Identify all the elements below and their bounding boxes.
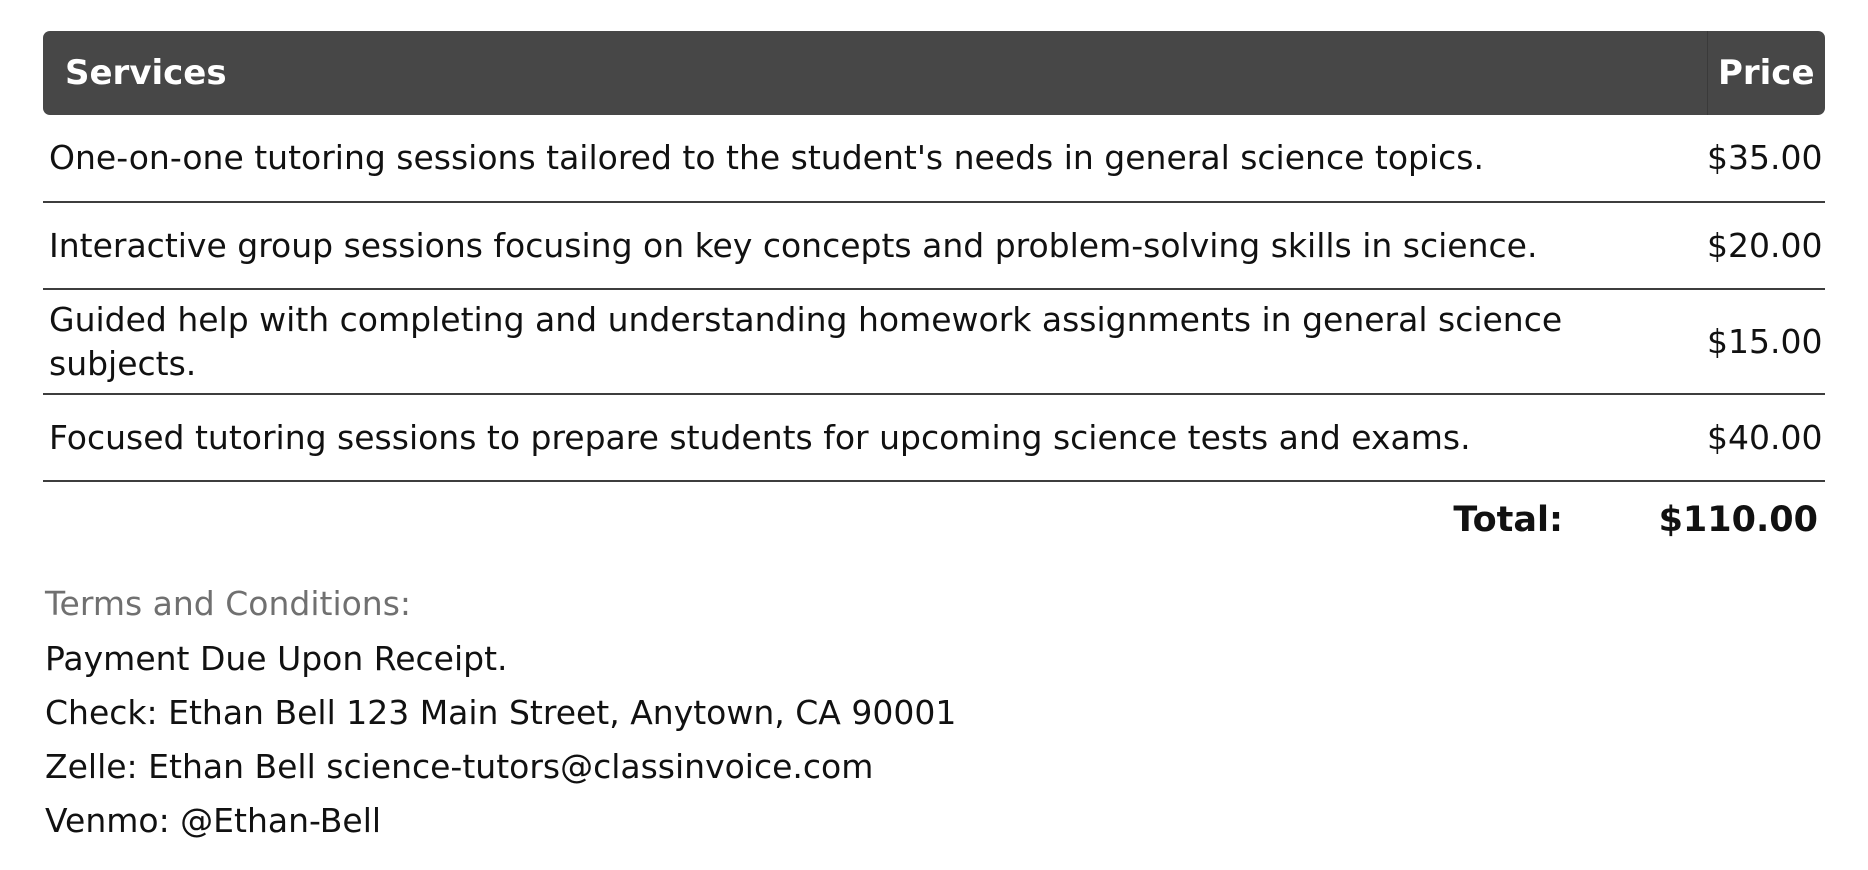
service-price: $20.00 bbox=[1707, 202, 1825, 289]
services-table bbox=[43, 31, 1825, 482]
terms-heading: Terms and Conditions: bbox=[45, 584, 412, 623]
table-row bbox=[43, 394, 1825, 481]
table-row bbox=[43, 115, 1825, 202]
service-description: Guided help with completing and understanding homework assignments in general science subjects. bbox=[43, 289, 1707, 394]
terms-check-address: Check: Ethan Bell 123 Main Street, Anytown, CA 90001 bbox=[45, 693, 957, 732]
service-price: $15.00 bbox=[1707, 289, 1825, 394]
service-description: One-on-one tutoring sessions tailored to the student's needs in general science topics. bbox=[43, 115, 1707, 202]
total-label: Total: bbox=[1453, 500, 1563, 540]
terms-and-conditions bbox=[43, 584, 1825, 841]
service-price: $35.00 bbox=[1707, 115, 1825, 202]
total-row bbox=[43, 482, 1825, 568]
table-row bbox=[43, 289, 1825, 394]
services-column-header: Services bbox=[65, 53, 227, 93]
price-header-label: Price bbox=[1717, 53, 1815, 93]
price-column-header bbox=[1707, 31, 1825, 115]
table-row bbox=[43, 202, 1825, 289]
service-price: $40.00 bbox=[1707, 394, 1825, 481]
terms-zelle: Zelle: Ethan Bell science-tutors@classinvoice.com bbox=[45, 747, 874, 786]
terms-venmo: Venmo: @Ethan-Bell bbox=[45, 801, 382, 840]
terms-payment-due: Payment Due Upon Receipt. bbox=[45, 639, 508, 678]
table-header-row bbox=[43, 31, 1825, 115]
total-amount: $110.00 bbox=[1658, 500, 1818, 540]
service-description: Focused tutoring sessions to prepare students for upcoming science tests and exams. bbox=[43, 394, 1707, 481]
service-description: Interactive group sessions focusing on key concepts and problem-solving skills in science. bbox=[43, 202, 1707, 289]
